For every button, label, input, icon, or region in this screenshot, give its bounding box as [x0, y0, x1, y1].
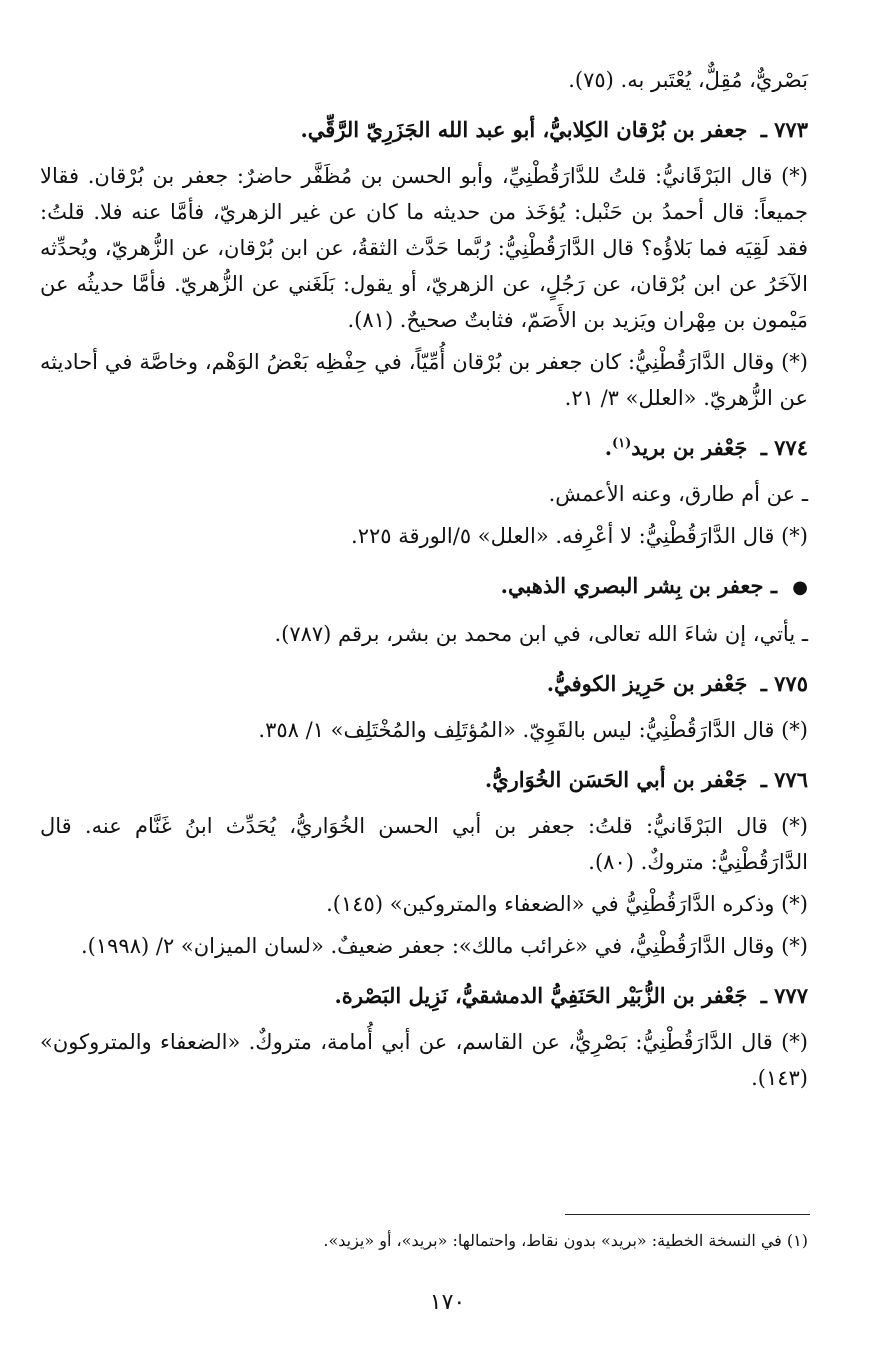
entry-773-paragraph-2: (*) وقال الدَّارَقُطْنِيُّ: كان جعفر بن بُرْقان أُمِّيّاً، في حِفْظِه بَعْضُ الوَهْم، وخاصَّة في أحاديثه عن الزُّهريّ. «العلل» ٣/ ٢١. [40, 350, 808, 410]
entry-title: جعفر بن بُرْقان الكِلابيُّ، أبو عبد الله الجَزَرِيّ الرَّقِّي. [300, 117, 748, 142]
page-body [40, 62, 808, 1102]
entry-title: جَعْفر بن الزُّبَيْر الحَنَفِيُّ الدمشقيُّ، نَزِيل البَصْرة. [334, 983, 748, 1008]
entry-774-paragraph-1: ـ عن أم طارق، وعنه الأعمش. [548, 482, 808, 506]
entry-774-heading: ٧٧٤ ـ جَعْفر بن بريد$^{(١)}$. [604, 435, 808, 460]
bullet-entry-heading [40, 568, 808, 606]
entry-774-paragraph-2: (*) قال الدَّارَقُطْنِيُّ: لا أعْرِفه. «العلل» ٥/الورقة ٢٢٥. [351, 524, 808, 548]
entry-773-heading [40, 112, 808, 148]
entry-777-paragraph-1: (*) قال الدَّارَقُطْنِيُّ: بَصْرِيٌّ، عن القاسم، عن أبي أُمامة، متروكٌ. «الضعفاء والمتروكون» (١٤٣). [40, 1030, 808, 1090]
entry-number: ٧٧٤ ـ [760, 435, 808, 460]
entry-number: ٧٧٣ ـ [760, 117, 808, 142]
entry-title: جَعْفر بن بريد [631, 435, 748, 460]
entry-number: ٧٧٥ ـ [760, 671, 808, 696]
entry-773-paragraph-1: (*) قال البَرْقَانيُّ: قلتُ للدَّارَقُطْنِيِّ، وأبو الحسن بن مُظَفَّر حاضرٌ: جعفر بن بُرْقان. فقالا جميعاً: قال أحمدُ بن حَنْبل: يُؤخَذ من حديثه ما كان عن غير الزهريّ، فأمَّا عنه فلا. قلتُ: فقد لَقِيَه فما بَلاؤُه؟ قال الدَّارَقُطْنِيُّ: رُبَّما حَدَّث الثقةُ، عن ابن بُرْقان، عن الزُّهريّ، ويُحدِّثه الآخَرُ عن ابن بُرْقان، عن رَجُلٍ، عن الزهريّ، أو يقول: بَلَغَني عن الزُّهريّ. فأمَّا حديثُه عن مَيْمون بن مِهْران ويَزيد بن الأَصَمّ، فثابتٌ صحيحٌ. (٨١). [40, 164, 808, 332]
page-number: ١٧٠ [429, 1290, 466, 1315]
continuation-line: بَصْريٌّ، مُقِلٌّ، يُعْتَبر به. (٧٥). [568, 68, 808, 92]
entry-776-paragraph-2: (*) وذكره الدَّارَقُطْنِيُّ في «الضعفاء والمتروكين» (١٤٥). [326, 892, 808, 916]
footnote-marker: (١) [612, 436, 632, 451]
entry-title: جَعْفر بن أبي الحَسَن الخُوَاريُّ. [484, 767, 748, 792]
footnote-divider [565, 1214, 810, 1215]
bullet-entry-paragraph: ـ يأتي، إن شاءَ الله تعالى، في ابن محمد بن بشر، برقم (٧٨٧). [274, 622, 808, 646]
entry-title: ـ جعفر بن بِشر البصري الذهبي. [500, 573, 777, 598]
entry-number: ٧٧٦ ـ [760, 767, 808, 792]
entry-777-heading [40, 978, 808, 1014]
entry-775-paragraph-1: (*) قال الدَّارَقُطْنِيُّ: ليس بالقَوِيّ. «المُؤتَلِف والمُخْتَلِف» ١/ ٣٥٨. [258, 718, 808, 742]
entry-title: جَعْفر بن حَرِيز الكوفيُّ. [546, 671, 748, 696]
entry-776-paragraph-3: (*) وقال الدَّارَقُطْنِيُّ، في «غرائب مالك»: جعفر ضعيفٌ. «لسان الميزان» ٢/ (١٩٩٨). [81, 934, 808, 958]
entry-number: ٧٧٧ ـ [760, 983, 808, 1008]
entry-776-heading [40, 762, 808, 798]
bullet-icon: ● [792, 577, 808, 598]
footnote: (١) في النسخة الخطية: «بريد» بدون نقاط، واحتمالها: «بريد»، أو «يزيد». [323, 1231, 808, 1250]
entry-776-paragraph-1: (*) قال البَرْقَانيُّ: قلتُ: جعفر بن أبي الحسن الخُوَاريُّ، يُحَدِّث ابنُ غَنَّام عنه. قال الدَّارَقُطْنِيُّ: متروكٌ. (٨٠). [40, 814, 808, 874]
entry-775-heading [40, 666, 808, 702]
